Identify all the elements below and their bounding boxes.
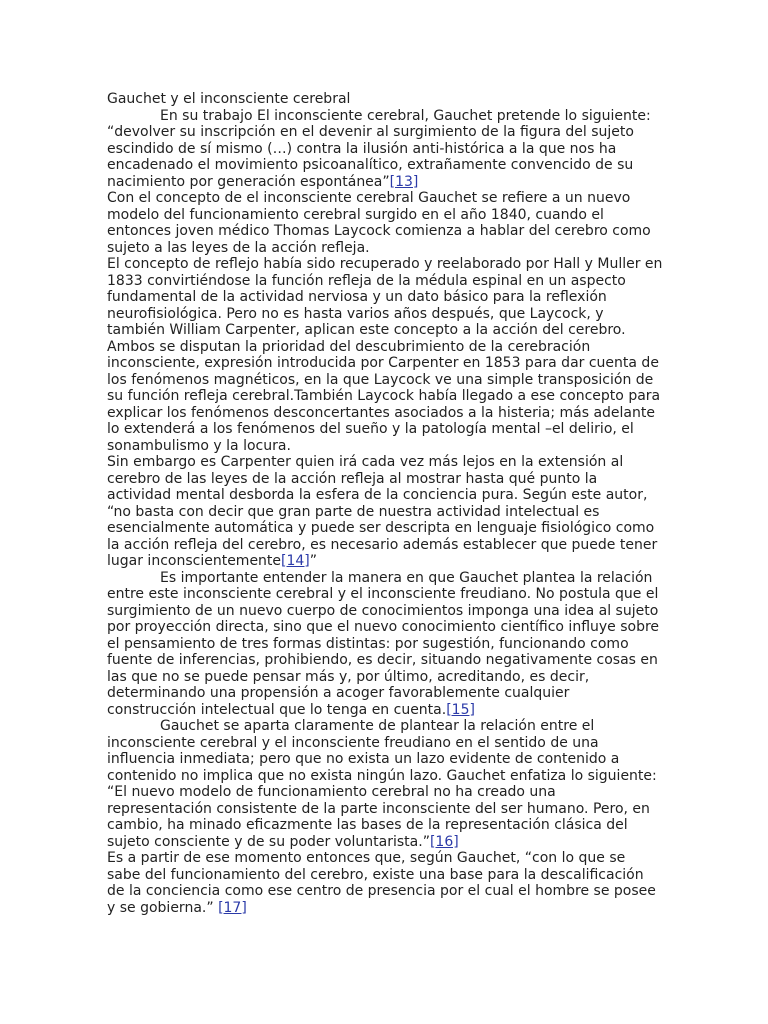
closing-quote: ” <box>309 553 318 569</box>
paragraph-1 <box>107 108 663 191</box>
paragraph-6 <box>107 718 663 850</box>
paragraph-2 <box>107 190 663 256</box>
paragraph-5 <box>107 570 663 719</box>
paragraph-text: Es a partir de ese momento entonces que, según Gauchet, “con lo que se sabe del funcionamiento del cerebro, existe una base para la descalificación de la conciencia como ese centro de presencia por el cual el hombre se posee y se gobierna.” <box>107 850 656 916</box>
footnote-link-17[interactable]: [17] <box>218 899 247 916</box>
footnote-link-14[interactable]: [14] <box>281 553 310 569</box>
paragraph-4 <box>107 454 663 570</box>
paragraph-3 <box>107 256 663 454</box>
paragraph-text: Con el concepto de el inconsciente cerebral Gauchet se refiere a un nuevo modelo del funcionamiento cerebral surgido en el año 1840, cuando el entonces joven médico Thomas Laycock comienza a hablar del cerebro como sujeto a las leyes de la acción refleja. <box>107 190 651 256</box>
footnote-link-13[interactable]: [13] <box>389 173 419 190</box>
paragraph-text: Gauchet se aparta claramente de plantear la relación entre el inconsciente cerebral y el inconsciente freudiano en el sentido de una influencia inmediata; pero que no exista un lazo evidente de contenido a contenido no implica que no exista ningún lazo. Gauchet enfatiza lo siguiente: “El nuevo modelo de funcionamiento cerebral no ha creado una representación consistente de la parte inconsciente del ser humano. Pero, en cambio, ha minado eficazmente las bases de la representación clásica del sujeto consciente y de su poder voluntarista.” <box>107 718 657 850</box>
paragraph-7 <box>107 850 663 916</box>
document-title: Gauchet y el inconsciente cerebral <box>107 91 351 107</box>
document-body <box>107 91 663 916</box>
footnote-link-16[interactable]: [16] <box>429 833 459 850</box>
paragraph-text: En su trabajo El inconsciente cerebral, Gauchet pretende lo siguiente: “devolver su inscripción en el devenir al surgimiento de la figura del sujeto escindido de sí mismo (…) contra la ilusión anti-histórica a la que nos ha encadenado el movimiento psicoanalítico, extrañamente convencido de su nacimiento por generación espontánea” <box>107 107 651 190</box>
paragraph-text: El concepto de reflejo había sido recuperado y reelaborado por Hall y Muller en 1833 convirtiéndose la función refleja de la médula espinal en un aspecto fundamental de la actividad nerviosa y un dato básico para la reflexión neurofisiológica. Pero no es hasta varios años después, que Laycock, y también William Carpenter, aplican este concepto a la acción del cerebro. Ambos se disputan la prioridad del descubrimiento de la cerebración inconsciente, expresión introducida por Carpenter en 1853 para dar cuenta de los fenómenos magnéticos, en la que Laycock ve una simple transposición de su función refleja cerebral.También Laycock había llegado a ese concepto para explicar los fenómenos desconcertantes asociados a la histeria; más adelante lo extenderá a los fenómenos del sueño y la patología mental –el delirio, el sonambulismo y la locura. <box>107 256 663 454</box>
paragraph-text: Sin embargo es Carpenter quien irá cada vez más lejos en la extensión al cerebro de las leyes de la acción refleja al mostrar hasta qué punto la actividad mental desborda la esfera de la conciencia pura. Según este autor, “no basta con decir que gran parte de nuestra actividad intelectual es esencialmente automática y puede ser descripta en lenguaje fisiológico como la acción refleja del cerebro, es necesario además establecer que puede tener lugar inconscientemente <box>107 454 658 569</box>
footnote-link-15[interactable]: [15] <box>446 701 475 718</box>
paragraph-text: Es importante entender la manera en que Gauchet plantea la relación entre este inconsciente cerebral y el inconsciente freudiano. No postula que el surgimiento de un nuevo cuerpo de conocimientos imponga una idea al sujeto por proyección directa, sino que el nuevo conocimiento científico influye sobre el pensamiento de tres formas distintas: por sugestión, funcionando como fuente de inferencias, prohibiendo, es decir, situando negativamente cosas en las que no se puede pensar más y, por último, acreditando, es decir, determinando una propensión a acoger favorablemente cualquier construcción intelectual que lo tenga en cuenta. <box>107 569 660 718</box>
